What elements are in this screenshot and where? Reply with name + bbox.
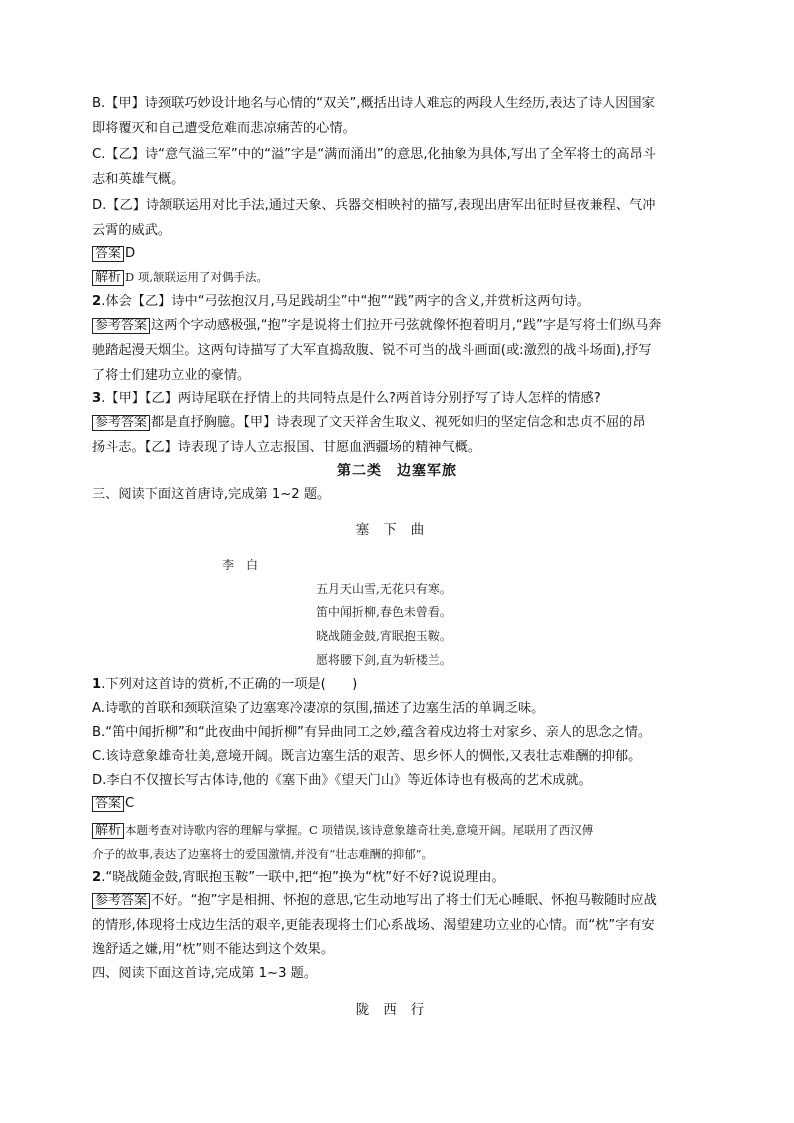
reference-answer-line2: 的情形,体现将士戍边生活的艰辛,更能表现将士们心系战场、渴望建功立业的心情。而“枕”字有安	[92, 918, 655, 933]
analysis-line2: 介子的故事,表达了边塞将士的爱国激情,并没有“壮志难酬的抑郁”。	[92, 847, 434, 861]
option-c-line2: 志和英雄气概。	[92, 172, 185, 187]
option-d: D.李白不仅擅长写古体诗,他的《塞下曲》《望天门山》等近体诗也有极高的艺术成就。	[92, 773, 592, 788]
reference-answer-line1: 都是直抒胸臆。【甲】诗表现了文天祥舍生取义、视死如归的坚定信念和忠贞不屈的昂	[151, 415, 646, 430]
question-text: .“晓战随金鼓,宵眠抱玉鞍”一联中,把“抱”换为“枕”好不好?说说理由。	[101, 870, 505, 885]
analysis-tag: 解析	[92, 823, 124, 839]
poem-line-1: 五月天山雪,无花只有寒。	[316, 582, 452, 596]
answer-value: D	[125, 246, 136, 261]
poem-line-4: 愿将腰下剑,直为斩楼兰。	[316, 653, 452, 667]
reference-answer-tag: 参考答案	[92, 415, 150, 431]
reference-answer-line1: 不好。“抱”字是相拥、怀抱的意思,它生动地写出了将士们无心睡眠、怀抱马鞍随时应战	[151, 893, 657, 908]
answer-value: C	[125, 796, 135, 811]
question-2	[92, 294, 722, 310]
reference-answer-row	[92, 893, 722, 909]
question-2	[92, 870, 722, 886]
reference-answer-line3: 了将士们建功立业的豪情。	[92, 368, 251, 383]
poem-title: 塞下曲	[355, 522, 439, 538]
question-3	[92, 391, 722, 407]
part-3-instruction: 三、阅读下面这首唐诗,完成第 1~2 题。	[92, 487, 331, 502]
question-number: 2	[92, 294, 102, 309]
reference-answer-line2: 驰踏起漫天烟尘。这两句诗描写了大军直捣敌腹、锐不可当的战斗画面(或:激烈的战斗场面),抒写	[92, 343, 652, 358]
question-number: 3	[92, 391, 102, 406]
option-c: C.该诗意象雄奇壮美,意境开阔。既言边塞生活的艰苦、思乡怀人的惆怅,又表壮志难酬的抑郁。	[92, 749, 642, 764]
reference-answer-line1: 这两个字动感极强,“抱”字是说将士们拉开弓弦就像怀抱着明月,“践”字是写将士们纵马奔	[151, 318, 662, 333]
answer-tag: 答案	[92, 796, 124, 812]
question-1	[92, 677, 722, 693]
section-title: 第二类 边塞军旅	[337, 463, 457, 479]
part-4-instruction: 四、阅读下面这首诗,完成第 1~3 题。	[92, 966, 318, 981]
question-number: 2	[92, 870, 102, 885]
option-b: B.“笛中闻折柳”和“此夜曲中闻折柳”有异曲同工之妙,蕴含着戍边将士对家乡、亲人的思念之情。	[92, 725, 652, 740]
analysis-tag: 解析	[92, 270, 124, 286]
analysis-row	[92, 822, 722, 839]
question-text: .【甲】【乙】两诗尾联在抒情上的共同特点是什么?两首诗分别抒写了诗人怎样的情感?	[101, 391, 601, 406]
analysis-line1: 本题考查对诗歌内容的理解与掌握。C 项错误,该诗意象雄奇壮美,意境开阔。尾联用了西汉傅	[125, 823, 594, 837]
question-text: .下列对这首诗的赏析,不正确的一项是( )	[101, 677, 358, 692]
option-c-line1: C.【乙】诗“意气溢三军”中的“溢”字是“满而涌出”的意思,化抽象为具体,写出了全军将士的高昂斗	[92, 147, 656, 162]
option-d-line1: D.【乙】诗颔联运用对比手法,通过天象、兵器交相映衬的描写,表现出唐军出征时昼夜兼程、气冲	[92, 198, 656, 213]
analysis-row	[92, 269, 722, 286]
option-b-line2: 即将覆灭和自己遭受危难而悲凉痛苦的心情。	[92, 121, 356, 136]
reference-answer-line2: 扬斗志。【乙】诗表现了诗人立志报国、甘愿血洒疆场的精神气概。	[92, 440, 482, 455]
reference-answer-row	[92, 318, 722, 334]
reference-answer-line3: 逸舒适之嫌,用“枕”则不能达到这个效果。	[92, 942, 335, 957]
option-a: A.诗歌的首联和颈联渲染了边塞寒冷凄凉的氛围,描述了边塞生活的单调乏味。	[92, 701, 545, 716]
option-b-line1: B.【甲】诗颈联巧妙设计地名与心情的“双关”,概括出诗人难忘的两段人生经历,表达了诗人因国家	[92, 96, 655, 111]
poem-line-2: 笛中闻折柳,春色未曾看。	[316, 605, 452, 619]
option-d-line2: 云霄的威武。	[92, 223, 172, 238]
question-text: .体会【乙】诗中“弓弦抱汉月,马足践胡尘”中“抱”“践”两字的含义,并赏析这两句诗。	[101, 294, 590, 309]
answer-tag: 答案	[92, 246, 124, 262]
poem-author: 李白	[222, 558, 271, 572]
reference-answer-tag: 参考答案	[92, 318, 150, 334]
analysis-text: D 项,颔联运用了对偶手法。	[125, 270, 269, 284]
reference-answer-tag: 参考答案	[92, 893, 150, 909]
answer-row	[92, 246, 722, 262]
question-number: 1	[92, 677, 102, 692]
poem-line-3: 晓战随金鼓,宵眠抱玉鞍。	[316, 629, 452, 643]
answer-row	[92, 796, 722, 812]
poem2-title: 陇西行	[355, 1002, 439, 1018]
reference-answer-row	[92, 415, 722, 431]
